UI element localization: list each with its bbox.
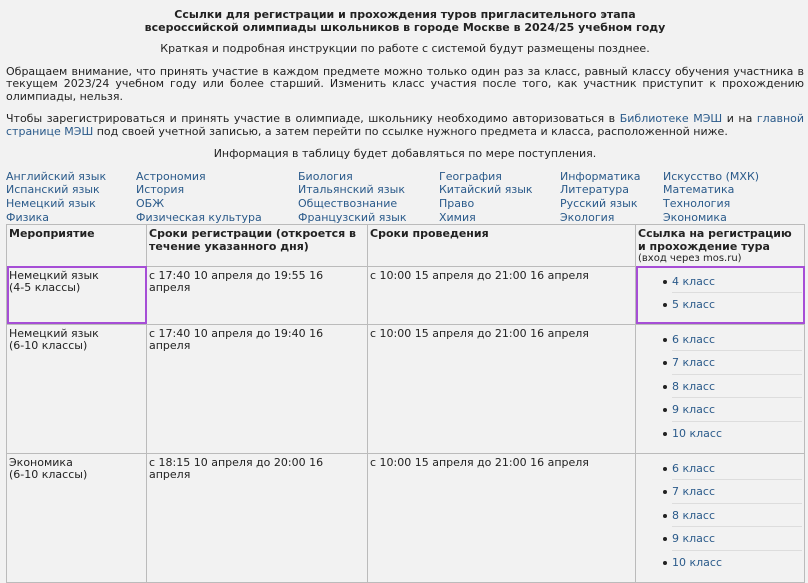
event-cell: Немецкий язык (4-5 классы) <box>7 266 147 324</box>
subject-link[interactable]: Обществознание <box>298 197 398 211</box>
table-header-row <box>7 225 805 267</box>
grade-link[interactable]: 8 класс <box>672 508 716 522</box>
subject-link[interactable]: Китайский язык <box>439 183 533 197</box>
mesh-library-link[interactable]: Библиотеке МЭШ <box>619 112 723 125</box>
subject-link[interactable]: Экономика <box>663 210 727 224</box>
mesh-main-page-link[interactable]: главной странице МЭШ <box>6 112 805 138</box>
list-item <box>672 328 802 352</box>
subject-link[interactable]: История <box>136 183 185 197</box>
list-item <box>672 398 802 422</box>
grade-link[interactable]: 7 класс <box>672 356 716 370</box>
list-item <box>672 351 802 375</box>
olympiad-table <box>6 224 805 583</box>
header-event: Мероприятие <box>7 225 147 267</box>
subject-link[interactable]: Химия <box>439 210 476 224</box>
header-dates: Сроки проведения <box>368 225 636 267</box>
subject-link[interactable]: Искусство (МХК) <box>663 169 760 183</box>
list-item <box>672 504 802 528</box>
table-row <box>7 266 805 324</box>
page-title: Ссылки для регистрации и прохождения туров пригласительного этапа всероссийской олимпиады школьников в городе Москве в 2024/25 учебном году <box>144 8 666 34</box>
subject-link[interactable]: Английский язык <box>6 169 107 183</box>
subject-link[interactable]: Право <box>439 197 475 211</box>
grade-links <box>638 457 802 575</box>
table-row <box>7 324 805 453</box>
auth-paragraph: Чтобы зарегистрироваться и принять участие в олимпиаде, школьнику необходимо авторизоваться в Библиотеке МЭШ и на главной странице МЭШ под своей учетной записью, а затем перейти по ссылке нужного предмета и класса, расположенной ниже. <box>6 112 805 138</box>
grade-link[interactable]: 6 класс <box>672 461 716 475</box>
list-item <box>672 375 802 399</box>
list-item <box>672 293 802 317</box>
subject-link[interactable]: Экология <box>560 210 615 224</box>
grade-link[interactable]: 10 класс <box>672 555 723 569</box>
event-cell: Экономика (6-10 классы) <box>7 453 147 582</box>
dates-cell: с 10:00 15 апреля до 21:00 16 апреля <box>368 324 636 453</box>
grade-link[interactable]: 6 класс <box>672 332 716 346</box>
subject-link[interactable]: Испанский язык <box>6 183 100 197</box>
subject-link[interactable]: География <box>439 169 502 183</box>
grade-link[interactable]: 7 класс <box>672 485 716 499</box>
grade-link[interactable]: 5 класс <box>672 298 716 312</box>
subject-link[interactable]: Технология <box>663 197 731 211</box>
subject-link[interactable]: Биология <box>298 169 353 183</box>
subject-links <box>6 171 804 225</box>
links-cell <box>636 324 805 453</box>
event-cell: Немецкий язык (6-10 классы) <box>7 324 147 453</box>
grade-link[interactable]: 10 класс <box>672 426 723 440</box>
info-text: Информация в таблицу будет добавляться по мере поступления. <box>213 147 597 160</box>
links-cell <box>636 453 805 582</box>
rules-paragraph: Обращаем внимание, что принять участие в каждом предмете можно только один раз за класс, равный классу обучения участника в текущем 2023/24 учебном году или более старший. Изменить класс участия после того, как участник приступит к прохождению олимпиады, нельзя. <box>6 64 804 103</box>
grade-link[interactable]: 8 класс <box>672 379 716 393</box>
registration-cell: с 17:40 10 апреля до 19:40 16 апреля <box>147 324 368 453</box>
list-item <box>672 270 802 294</box>
registration-cell: с 17:40 10 апреля до 19:55 16 апреля <box>147 266 368 324</box>
subject-link[interactable]: Итальянский язык <box>298 183 405 197</box>
notice-text: Краткая и подробная инструкции по работе с системой будут размещены позднее. <box>160 42 650 55</box>
header-link: Ссылка на регистрацию и прохождение тура (вход через mos.ru) <box>636 225 805 267</box>
subject-link[interactable]: Физика <box>6 210 50 224</box>
subject-link[interactable]: ОБЖ <box>136 197 165 211</box>
list-item <box>672 422 802 446</box>
grade-links <box>638 328 802 446</box>
subject-link[interactable]: Французский язык <box>298 210 407 224</box>
links-cell <box>636 266 805 324</box>
grade-link[interactable]: 9 класс <box>672 403 716 417</box>
subject-link[interactable]: Физическая культура <box>136 210 262 224</box>
list-item <box>672 527 802 551</box>
subject-link[interactable]: Русский язык <box>560 197 638 211</box>
subject-link[interactable]: Математика <box>663 183 735 197</box>
header-registration: Сроки регистрации (откроется в течение указанного дня) <box>147 225 368 267</box>
subject-link[interactable]: Немецкий язык <box>6 197 96 211</box>
grade-links <box>638 270 802 317</box>
table-row <box>7 453 805 582</box>
registration-cell: с 18:15 10 апреля до 20:00 16 апреля <box>147 453 368 582</box>
subject-link[interactable]: Информатика <box>560 169 641 183</box>
list-item <box>672 457 802 481</box>
dates-cell: с 10:00 15 апреля до 21:00 16 апреля <box>368 266 636 324</box>
list-item <box>672 551 802 575</box>
subject-link[interactable]: Астрономия <box>136 169 206 183</box>
subject-link[interactable]: Литература <box>560 183 629 197</box>
grade-link[interactable]: 9 класс <box>672 532 716 546</box>
grade-link[interactable]: 4 класс <box>672 274 716 288</box>
list-item <box>672 480 802 504</box>
dates-cell: с 10:00 15 апреля до 21:00 16 апреля <box>368 453 636 582</box>
